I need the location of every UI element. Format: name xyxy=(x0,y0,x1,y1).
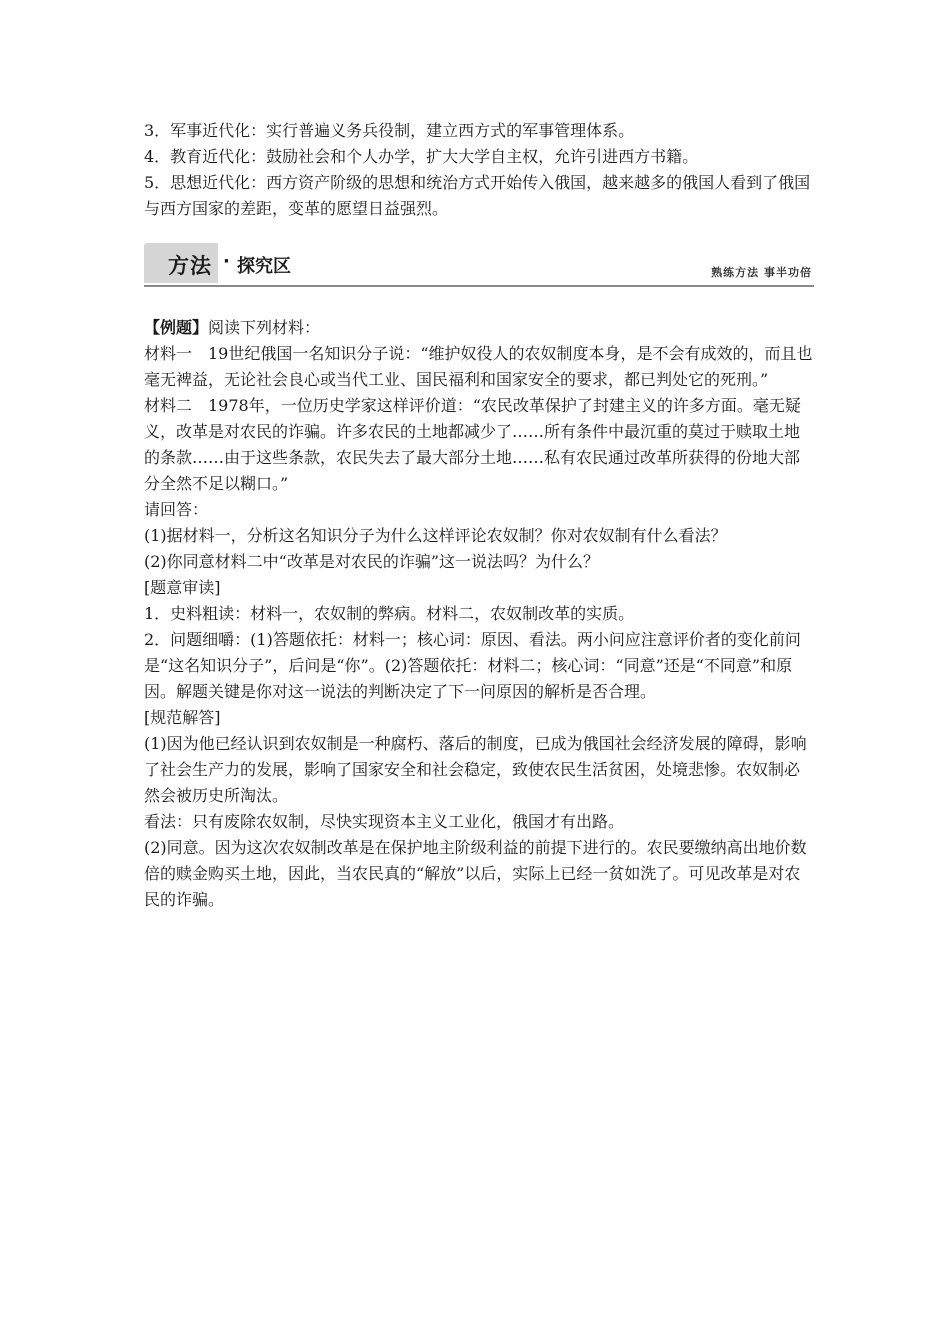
intro-item-thought: 5．思想近代化：西方资产阶级的思想和统治方式开始传入俄国，越来越多的俄国人看到了俄国与西方国家的差距，变革的愿望日益强烈。 xyxy=(144,173,811,218)
answer-one: (1)因为他已经认识到农奴制是一种腐朽、落后的制度，已成为俄国社会经济发展的障碍，影响了社会生产力的发展，影响了国家安全和社会稳定，致使农民生活贫困，处境悲惨。农奴制必然会被历史所淘汰。 xyxy=(144,734,807,805)
question-ask: 请回答： xyxy=(144,500,209,519)
section-dot: · xyxy=(223,251,230,272)
example-intro xyxy=(144,315,814,341)
document-page xyxy=(144,118,814,913)
example-prompt: 阅读下列材料： xyxy=(208,318,321,337)
section-slogan: 熟练方法 事半功倍 xyxy=(711,266,812,279)
intro-list xyxy=(144,118,814,222)
question-one: (1)据材料一，分析这名知识分子为什么这样评论农奴制？你对农奴制有什么看法？ xyxy=(144,526,727,545)
review-heading: [题意审读] xyxy=(144,578,221,597)
answer-heading: [规范解答] xyxy=(144,708,221,727)
intro-item-education: 4．教育近代化：鼓励社会和个人办学，扩大大学自主权，允许引进西方书籍。 xyxy=(144,147,699,166)
section-header xyxy=(144,243,814,287)
section-subtitle: 探究区 xyxy=(237,256,291,277)
material-two: 材料二 1978年，一位历史学家这样评价道：“农民改革保护了封建主义的许多方面。毫无疑义，改革是对农民的诈骗。许多农民的土地都减少了……所有条件中最沉重的莫过于赎取土地的条款……由于这些条款，农民失去了最大部分土地……私有农民通过改革所获得的份地大部分全然不足以糊口。” xyxy=(144,396,801,493)
intro-item-military: 3．军事近代化：实行普遍义务兵役制，建立西方式的军事管理体系。 xyxy=(144,121,635,140)
review-item-two: 2．问题细嚼：(1)答题依托：材料一；核心词：原因、看法。两小问应注意评价者的变化前问是“这名知识分子”，后问是“你”。(2)答题依托：材料二；核心词：“同意”还是“不同意”和原因。解题关键是你对这一说法的判断决定了下一问原因的解析是否合理。 xyxy=(144,630,801,701)
example-tag: 【例题】 xyxy=(144,318,209,337)
question-two: (2)你同意材料二中“改革是对农民的诈骗”这一说法吗？为什么？ xyxy=(144,552,600,571)
answer-one-view: 看法：只有废除农奴制，尽快实现资本主义工业化，俄国才有出路。 xyxy=(144,812,625,831)
section-title: 方法 xyxy=(168,254,212,278)
review-block xyxy=(144,575,814,705)
review-item-one: 1．史料粗读：材料一，农奴制的弊病。材料二，农奴制改革的实质。 xyxy=(144,604,635,623)
answer-two: (2)同意。因为这次农奴制改革是在保护地主阶级利益的前提下进行的。农民要缴纳高出地价数倍的赎金购买土地，因此，当农民真的“解放”以后，实际上已经一贫如洗了。可见改革是对农民的诈骗。 xyxy=(144,838,807,909)
example-block xyxy=(144,315,814,575)
answer-block xyxy=(144,705,814,913)
material-one: 材料一 19世纪俄国一名知识分子说：“维护奴役人的农奴制度本身，是不会有成效的，而且也毫无裨益，无论社会良心或当代工业、国民福利和国家安全的要求，都已判处它的死刑。” xyxy=(144,344,813,389)
